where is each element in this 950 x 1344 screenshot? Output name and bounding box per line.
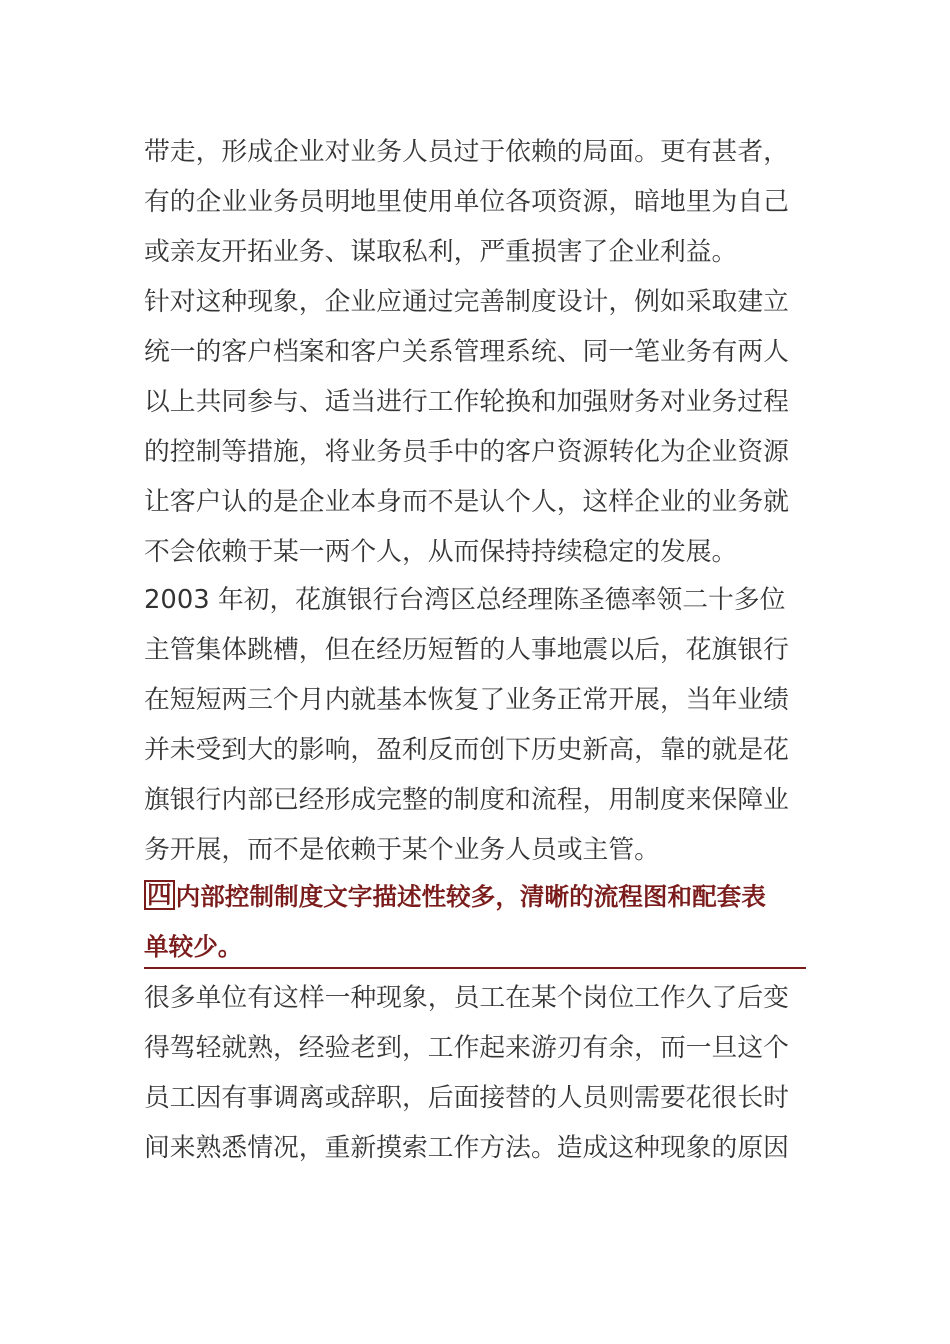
- text-line: 间来熟悉情况，重新摸索工作方法。造成这种现象的原因: [144, 1133, 789, 1163]
- heading-divider: [144, 967, 806, 969]
- text-line: 在短短两三个月内就基本恢复了业务正常开展，当年业绩: [144, 685, 789, 715]
- heading-line-2: 单较少。: [144, 932, 243, 961]
- text-line: 不会依赖于某一两个人，从而保持持续稳定的发展。: [144, 537, 738, 567]
- heading-line-1: [144, 872, 806, 922]
- text-line: 以上共同参与、适当进行工作轮换和加强财务对业务过程: [144, 387, 789, 417]
- text-line: 主管集体跳槽，但在经历短暂的人事地震以后，花旗银行: [144, 635, 789, 665]
- paragraph-1: [144, 127, 806, 277]
- text-line: 或亲友开拓业务、谋取私利，严重损害了企业利益。: [144, 237, 738, 267]
- heading-text: 内部控制制度文字描述性较多，清晰的流程图和配套表: [175, 882, 766, 911]
- text-line: 的控制等措施，将业务员手中的客户资源转化为企业资源: [144, 437, 789, 467]
- text-line: 并未受到大的影响，盈利反而创下历史新高，靠的就是花: [144, 735, 789, 765]
- paragraph-4: [144, 973, 806, 1173]
- text-line: 员工因有事调离或辞职，后面接替的人员则需要花很长时: [144, 1083, 789, 1113]
- text-line: 旗银行内部已经形成完整的制度和流程，用制度来保障业: [144, 785, 789, 815]
- text-line: 带走，形成企业对业务人员过于依赖的局面。更有甚者，: [144, 137, 789, 167]
- text-line: 统一的客户档案和客户关系管理系统、同一笔业务有两人: [144, 337, 789, 367]
- paragraph-3: [144, 575, 806, 875]
- text-line: 让客户认的是企业本身而不是认个人，这样企业的业务就: [144, 487, 789, 517]
- text-line: 2003 年初，花旗银行台湾区总经理陈圣德率领二十多位: [144, 585, 786, 615]
- text-line: 针对这种现象，企业应通过完善制度设计，例如采取建立: [144, 287, 789, 317]
- text-line: 务开展，而不是依赖于某个业务人员或主管。: [144, 835, 660, 865]
- text-line: 得驾轻就熟，经验老到，工作起来游刃有余，而一旦这个: [144, 1033, 789, 1063]
- paragraph-2: [144, 277, 806, 577]
- text-line: 很多单位有这样一种现象，员工在某个岗位工作久了后变: [144, 983, 789, 1013]
- text-line: 有的企业业务员明地里使用单位各项资源，暗地里为自己: [144, 187, 789, 217]
- section-heading: [144, 872, 806, 972]
- section-number: 四: [144, 880, 175, 910]
